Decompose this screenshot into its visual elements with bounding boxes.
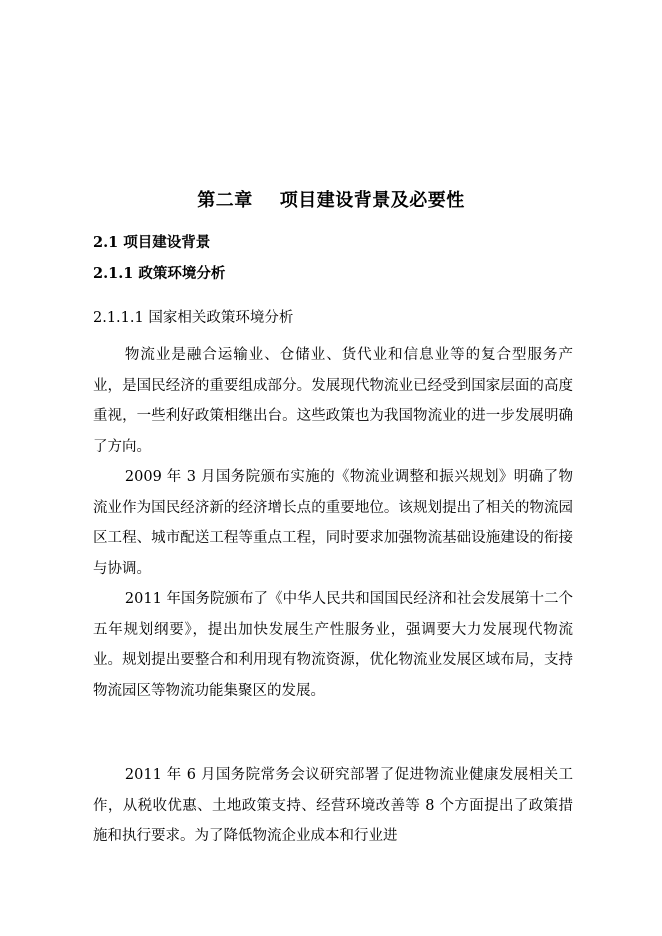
- section-heading-2-1-1-1: 2.1.1.1 国家相关政策环境分析: [93, 310, 294, 326]
- section-heading-2-1: 2.1 项目建设背景: [93, 234, 211, 251]
- paragraph-2: 2009 年 3 月国务院颁布实施的《物流业调整和振兴规划》明确了物流业作为国民经济新的经济增长点的重要地位。该规划提出了相关的物流园区工程、城市配送工程等重点工程，同时要求加强物流基础设施建设的衔接与协调。: [93, 469, 573, 577]
- paragraph-4: 2011 年 6 月国务院常务会议研究部署了促进物流业健康发展相关工作，从税收优惠、土地政策支持、经营环境改善等 8 个方面提出了政策措施和执行要求。为了降低物流企业成本和行业进: [93, 767, 573, 844]
- chapter-title: 第二章 项目建设背景及必要性: [197, 190, 465, 211]
- paragraph-1: 物流业是融合运输业、仓储业、货代业和信息业等的复合型服务产业，是国民经济的重要组成部分。发展现代物流业已经受到国家层面的高度重视，一些利好政策相继出台。这些政策也为我国物流业的进一步发展明确了方向。: [93, 347, 573, 455]
- paragraph-3: 2011 年国务院颁布了《中华人民共和国国民经济和社会发展第十二个五年规划纲要》，提出加快发展生产性服务业，强调要大力发展现代物流业。规划提出要整合和利用现有物流资源，优化物流业发展区域布局，支持物流园区等物流功能集聚区的发展。: [93, 591, 573, 699]
- section-heading-2-1-1: 2.1.1 政策环境分析: [93, 265, 226, 282]
